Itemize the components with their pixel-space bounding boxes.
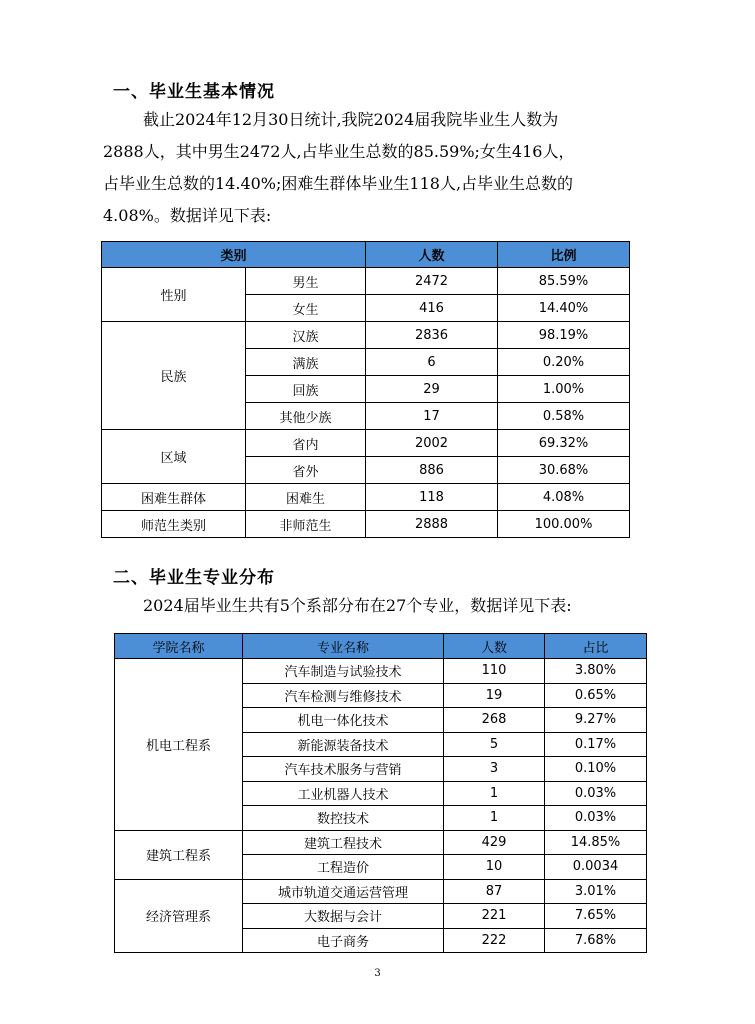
cell-count: 2002	[366, 430, 498, 457]
group-normal: 师范生类别	[102, 511, 246, 538]
cell-major: 城市轨道交通运营管理	[243, 879, 444, 904]
header-category: 类别	[102, 242, 366, 268]
header-ratio: 占比	[545, 634, 647, 659]
table-row	[102, 322, 630, 349]
cell-sub: 省外	[246, 457, 366, 484]
table-header-row	[115, 634, 647, 659]
section2-paragraph	[103, 590, 663, 622]
group-gender: 性别	[102, 268, 246, 322]
section1-heading: 一、毕业生基本情况	[113, 82, 275, 102]
cell-count: 87	[444, 879, 545, 904]
cell-major: 新能源装备技术	[243, 732, 444, 757]
cell-major: 工程造价	[243, 855, 444, 880]
group-ethnicity: 民族	[102, 322, 246, 430]
table-row	[102, 511, 630, 538]
cell-ratio: 30.68%	[498, 457, 630, 484]
cell-count: 2888	[366, 511, 498, 538]
header-count: 人数	[366, 242, 498, 268]
cell-sub: 女生	[246, 295, 366, 322]
cell-ratio: 0.03%	[545, 781, 647, 806]
cell-count: 5	[444, 732, 545, 757]
cell-count: 221	[444, 904, 545, 929]
cell-major: 电子商务	[243, 928, 444, 953]
table-row	[115, 659, 647, 684]
cell-major: 大数据与会计	[243, 904, 444, 929]
page-number: 3	[374, 968, 381, 979]
section1-line-2: 2888人，其中男生2472人,占毕业生总数的85.59%;女生416人，	[103, 142, 575, 161]
cell-ratio: 0.17%	[545, 732, 647, 757]
section1-line-1: 截止2024年12月30日统计,我院2024届我院毕业生人数为	[143, 110, 559, 129]
cell-sub: 困难生	[246, 484, 366, 511]
header-college: 学院名称	[115, 634, 243, 659]
cell-count: 1	[444, 781, 545, 806]
header-major: 专业名称	[243, 634, 444, 659]
cell-ratio: 4.08%	[498, 484, 630, 511]
cell-count: 118	[366, 484, 498, 511]
cell-ratio: 1.00%	[498, 376, 630, 403]
cell-count: 6	[366, 349, 498, 376]
cell-major: 汽车技术服务与营销	[243, 757, 444, 782]
cell-ratio: 0.58%	[498, 403, 630, 430]
group-hardship: 困难生群体	[102, 484, 246, 511]
group-arch: 建筑工程系	[115, 830, 243, 879]
group-econ: 经济管理系	[115, 879, 243, 953]
cell-sub: 非师范生	[246, 511, 366, 538]
section2-heading: 二、毕业生专业分布	[113, 568, 275, 588]
cell-ratio: 0.03%	[545, 806, 647, 831]
cell-count: 3	[444, 757, 545, 782]
cell-count: 29	[366, 376, 498, 403]
header-count: 人数	[444, 634, 545, 659]
cell-count: 19	[444, 683, 545, 708]
header-ratio: 比例	[498, 242, 630, 268]
cell-ratio: 0.10%	[545, 757, 647, 782]
cell-ratio: 7.68%	[545, 928, 647, 953]
cell-ratio: 0.20%	[498, 349, 630, 376]
graduate-basic-table	[101, 241, 630, 538]
cell-ratio: 7.65%	[545, 904, 647, 929]
cell-count: 2472	[366, 268, 498, 295]
section2-line: 2024届毕业生共有5个系部分布在27个专业，数据详见下表:	[143, 596, 572, 615]
cell-ratio: 85.59%	[498, 268, 630, 295]
cell-sub: 汉族	[246, 322, 366, 349]
cell-sub: 回族	[246, 376, 366, 403]
cell-count: 886	[366, 457, 498, 484]
cell-sub: 其他少族	[246, 403, 366, 430]
group-mech: 机电工程系	[115, 659, 243, 831]
cell-ratio: 98.19%	[498, 322, 630, 349]
table-header-row	[102, 242, 630, 268]
table-row	[102, 484, 630, 511]
table-row	[115, 879, 647, 904]
cell-count: 17	[366, 403, 498, 430]
table-row	[102, 430, 630, 457]
section1-line-3: 占毕业生总数的14.40%;困难生群体毕业生118人,占毕业生总数的	[103, 174, 574, 193]
cell-ratio: 3.80%	[545, 659, 647, 684]
major-distribution-table	[114, 633, 647, 953]
cell-sub: 男生	[246, 268, 366, 295]
cell-ratio: 100.00%	[498, 511, 630, 538]
cell-major: 数控技术	[243, 806, 444, 831]
cell-count: 416	[366, 295, 498, 322]
cell-ratio: 9.27%	[545, 708, 647, 733]
group-region: 区域	[102, 430, 246, 484]
cell-ratio: 14.40%	[498, 295, 630, 322]
section1-line-4: 4.08%。数据详见下表:	[103, 206, 272, 225]
cell-major: 汽车制造与试验技术	[243, 659, 444, 684]
cell-count: 429	[444, 830, 545, 855]
cell-count: 110	[444, 659, 545, 684]
cell-ratio: 14.85%	[545, 830, 647, 855]
cell-sub: 满族	[246, 349, 366, 376]
cell-count: 268	[444, 708, 545, 733]
section1-paragraph	[103, 104, 663, 232]
table-row	[102, 268, 630, 295]
cell-major: 工业机器人技术	[243, 781, 444, 806]
cell-count: 10	[444, 855, 545, 880]
table-row	[115, 830, 647, 855]
cell-major: 汽车检测与维修技术	[243, 683, 444, 708]
cell-ratio: 3.01%	[545, 879, 647, 904]
cell-ratio: 69.32%	[498, 430, 630, 457]
cell-count: 222	[444, 928, 545, 953]
cell-ratio: 0.0034	[545, 855, 647, 880]
cell-major: 机电一体化技术	[243, 708, 444, 733]
cell-count: 2836	[366, 322, 498, 349]
cell-major: 建筑工程技术	[243, 830, 444, 855]
cell-sub: 省内	[246, 430, 366, 457]
cell-ratio: 0.65%	[545, 683, 647, 708]
cell-count: 1	[444, 806, 545, 831]
